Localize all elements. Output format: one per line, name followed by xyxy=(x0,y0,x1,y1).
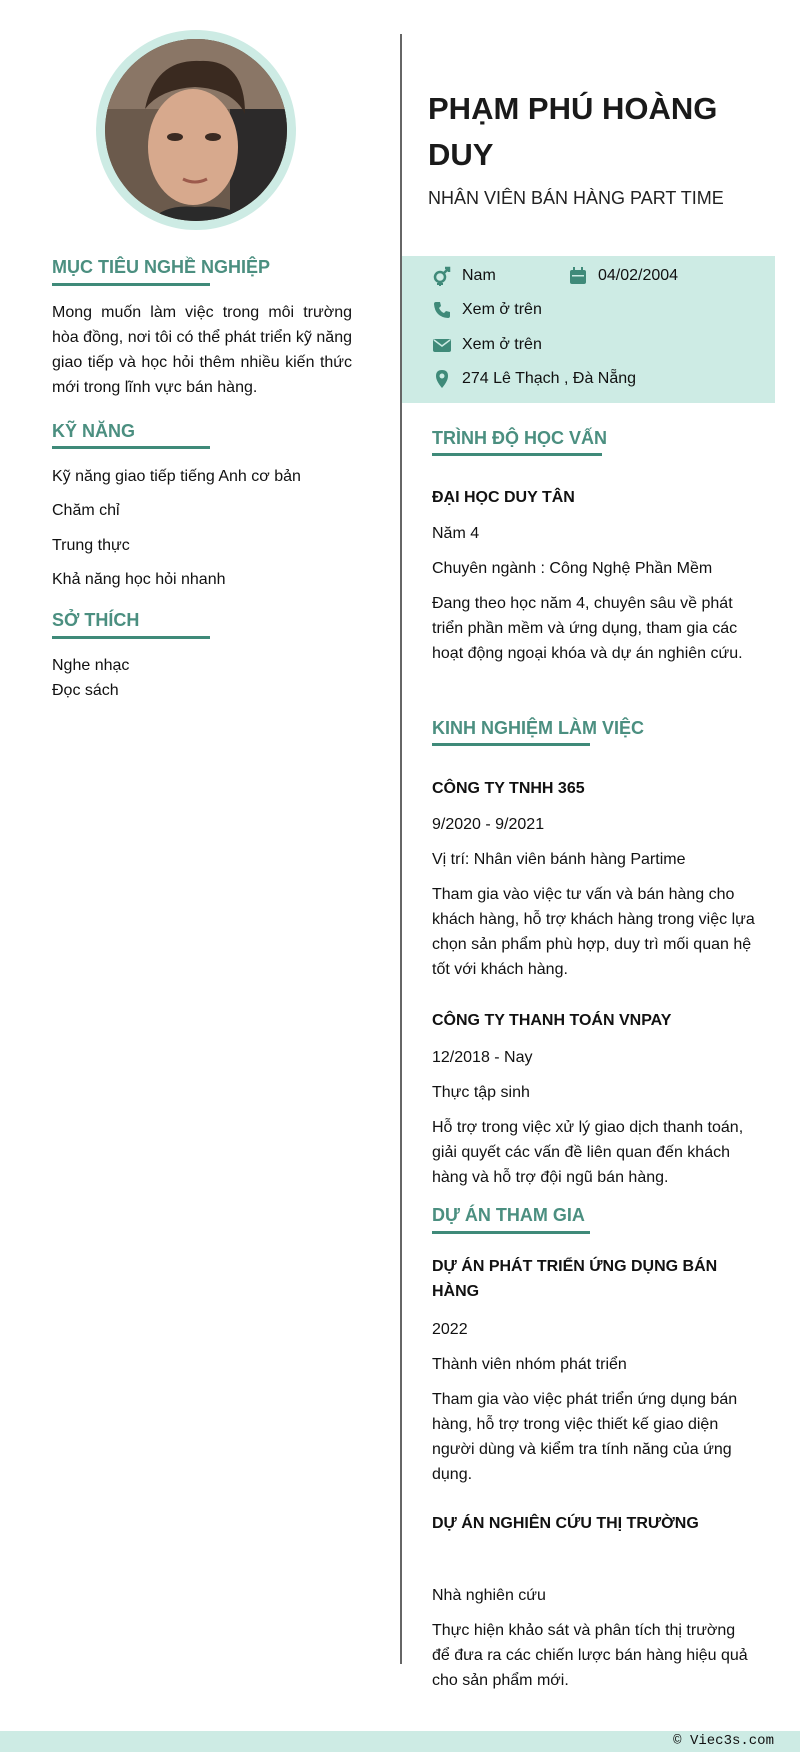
avatar xyxy=(105,39,287,221)
avatar-frame xyxy=(96,30,296,230)
hobbies-title: SỞ THÍCH xyxy=(52,610,140,630)
job-company: CÔNG TY TNHH 365 xyxy=(432,780,585,797)
hobby-item: Nghe nhạc xyxy=(52,657,130,674)
section-underline xyxy=(432,743,590,746)
project-year: 2022 xyxy=(432,1321,468,1338)
footer-bar xyxy=(0,1731,800,1752)
email-icon xyxy=(432,335,452,355)
education-major: Chuyên ngành : Công Nghệ Phần Mềm xyxy=(432,560,713,577)
experience-title: KINH NGHIỆM LÀM VIỆC xyxy=(432,718,645,738)
career-objective-title: MỤC TIÊU NGHỀ NGHIỆP xyxy=(52,257,271,277)
education-title: TRÌNH ĐỘ HỌC VẤN xyxy=(432,428,607,448)
job-title: NHÂN VIÊN BÁN HÀNG PART TIME xyxy=(428,188,724,208)
job-period: 9/2020 - 9/2021 xyxy=(432,816,545,833)
address-row xyxy=(432,369,636,389)
watermark: © Viec3s.com xyxy=(673,1733,774,1749)
projects-title: DỰ ÁN THAM GIA xyxy=(432,1205,585,1225)
phone-row xyxy=(432,300,542,320)
school-name: ĐẠI HỌC DUY TÂN xyxy=(432,489,575,506)
gender-value: Nam xyxy=(462,267,496,284)
job-position: Vị trí: Nhân viên bánh hàng Partime xyxy=(432,851,686,868)
project-desc: Thực hiện khảo sát và phân tích thị trường để đưa ra các chiến lược bán hàng hiệu quả cho sản phẩm mới. xyxy=(432,1622,748,1689)
location-icon xyxy=(432,369,452,389)
calendar-icon xyxy=(568,266,588,286)
section-underline xyxy=(52,283,210,286)
job-desc: Hỗ trợ trong việc xử lý giao dịch thanh toán, giải quyết các vấn đề liên quan đến khách hàng và hỗ trợ đội ngũ bán hàng. xyxy=(432,1119,744,1186)
section-underline xyxy=(52,636,210,639)
job-position: Thực tập sinh xyxy=(432,1084,530,1101)
gender-row xyxy=(432,266,496,286)
contact-panel xyxy=(402,256,775,403)
project-role: Thành viên nhóm phát triển xyxy=(432,1356,627,1373)
skill-item: Trung thực xyxy=(52,537,130,554)
education-year: Năm 4 xyxy=(432,525,480,542)
education-desc: Đang theo học năm 4, chuyên sâu về phát triển phần mềm và ứng dụng, tham gia các hoạt động ngoại khóa và dự án nghiên cứu. xyxy=(432,595,743,662)
skills-title: KỸ NĂNG xyxy=(52,421,136,441)
section-underline xyxy=(432,453,602,456)
phone-icon xyxy=(432,300,452,320)
job-desc: Tham gia vào việc tư vấn và bán hàng cho khách hàng, hỗ trợ khách hàng trong việc lựa chọn sản phẩm phù hợp, duy trì mối quan hệ tốt với khách hàng. xyxy=(432,886,755,978)
skill-item: Khả năng học hỏi nhanh xyxy=(52,571,226,588)
career-objective-text: Mong muốn làm việc trong môi trường hòa đồng, nơi tôi có thể phát triển kỹ năng giao tiếp và học hỏi thêm nhiều kiến thức mới trong lĩnh vực bán hàng. xyxy=(52,304,352,396)
skill-item: Chăm chỉ xyxy=(52,502,120,519)
email-value: Xem ở trên xyxy=(462,336,542,353)
project-name: DỰ ÁN NGHIÊN CỨU THỊ TRƯỜNG xyxy=(432,1515,699,1532)
project-role: Nhà nghiên cứu xyxy=(432,1587,546,1604)
dob-row xyxy=(568,266,678,286)
gender-icon xyxy=(432,266,452,286)
phone-value: Xem ở trên xyxy=(462,301,542,318)
dob-value: 04/02/2004 xyxy=(598,267,679,284)
email-row xyxy=(432,335,542,355)
project-name: DỰ ÁN PHÁT TRIỂN ỨNG DỤNG BÁN HÀNG xyxy=(432,1258,718,1300)
section-underline xyxy=(432,1231,590,1234)
skill-item: Kỹ năng giao tiếp tiếng Anh cơ bản xyxy=(52,468,301,485)
project-desc: Tham gia vào việc phát triển ứng dụng bán hàng, hỗ trợ trong việc thiết kế giao diện người dùng và kiểm tra tính năng của ứng dụng. xyxy=(432,1391,738,1483)
job-period: 12/2018 - Nay xyxy=(432,1049,533,1066)
hobby-item: Đọc sách xyxy=(52,682,119,699)
address-value: 274 Lê Thạch , Đà Nẵng xyxy=(462,370,637,387)
section-underline xyxy=(52,446,210,449)
full-name: PHẠM PHÚ HOÀNG DUY xyxy=(428,91,718,172)
job-company: CÔNG TY THANH TOÁN VNPAY xyxy=(432,1012,672,1029)
